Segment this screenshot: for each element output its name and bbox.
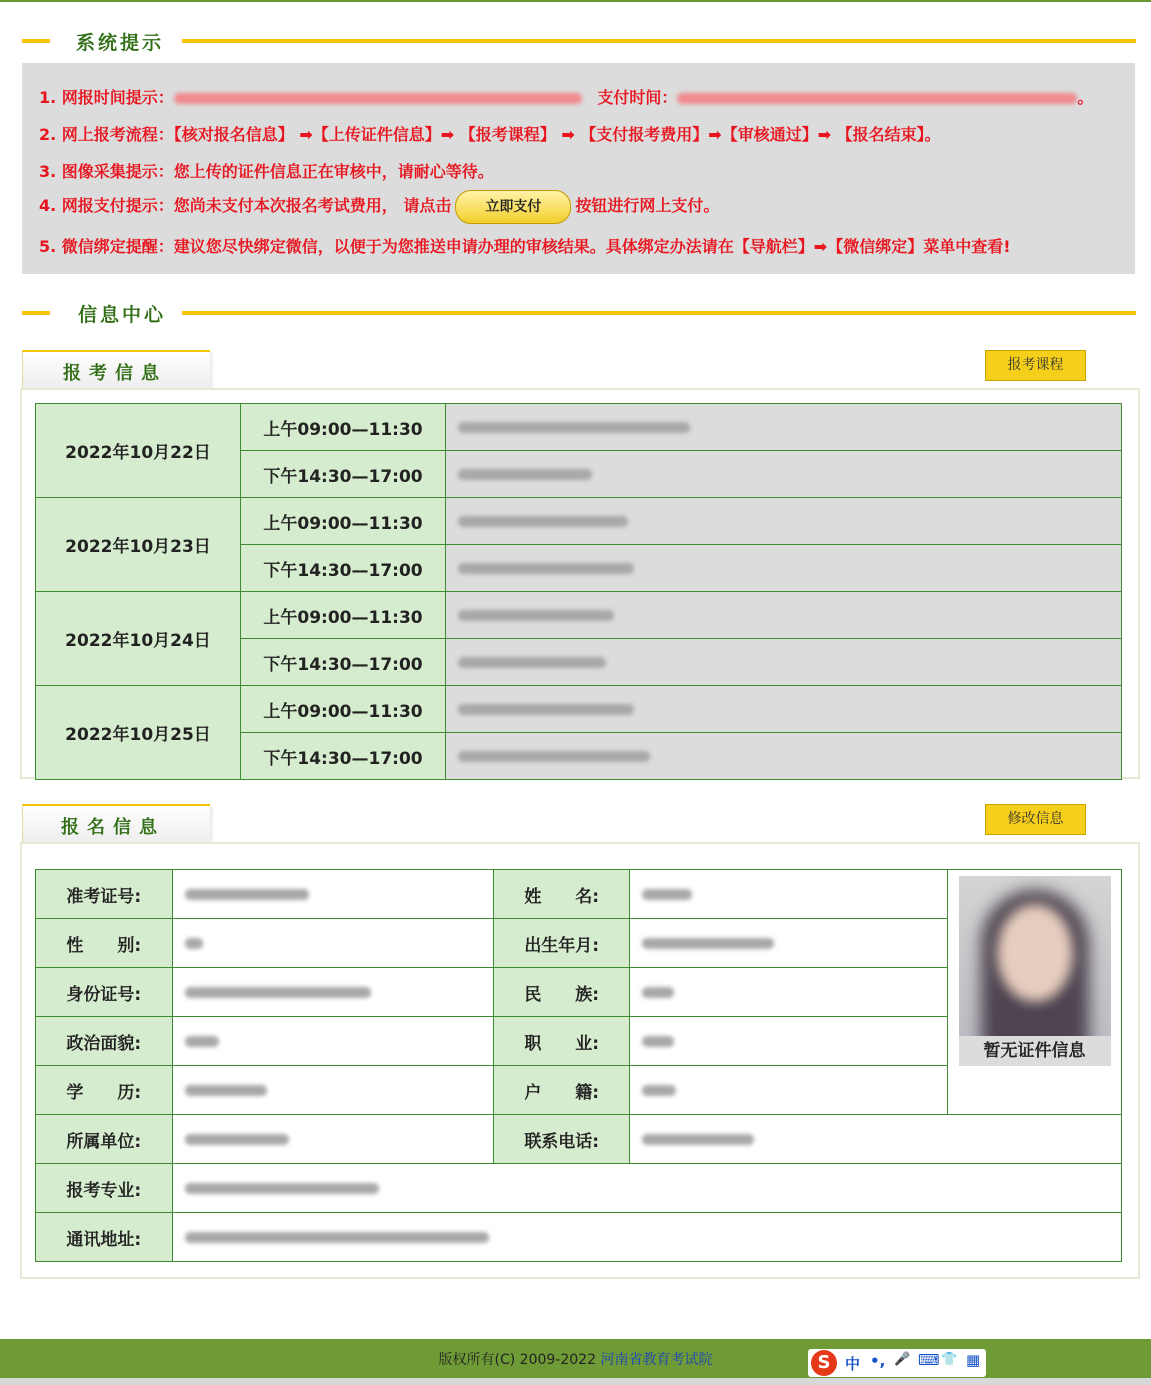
redacted-time: [174, 93, 582, 104]
info-center-header: [22, 300, 1136, 324]
reg-info-tab: 报名信息: [22, 804, 210, 842]
unit-value: [172, 1115, 493, 1164]
exam-schedule-table: [35, 403, 1122, 780]
unit-label: 所属单位:: [36, 1115, 173, 1164]
sogou-logo-icon: S: [811, 1350, 837, 1376]
exam-time: 下午14:30—17:00: [241, 639, 446, 686]
exam-time: 下午14:30—17:00: [241, 451, 446, 498]
gender-value: [172, 919, 493, 968]
table-row: [36, 686, 1122, 733]
exam-time: 上午09:00—11:30: [241, 686, 446, 733]
hukou-value: [630, 1066, 948, 1115]
pay-now-button[interactable]: 立即支付: [455, 190, 571, 224]
phone-value: [630, 1115, 1122, 1164]
header-line: [182, 39, 1136, 43]
table-row: [36, 404, 1122, 451]
org-link[interactable]: 河南省教育考试院: [600, 1352, 713, 1368]
ime-punct-icon[interactable]: •,: [870, 1352, 886, 1370]
notice-row-4: 4. 网报支付提示：您尚未支付本次报名考试费用， 请点击 立即支付 按钮进行网上支付。: [39, 189, 719, 224]
exam-course: [446, 545, 1122, 592]
exam-date: 2022年10月23日: [36, 498, 241, 592]
exam-course: [446, 686, 1122, 733]
redacted-pay-time: [677, 93, 1077, 104]
reg-info-panel: [20, 842, 1140, 1279]
political-value: [172, 1017, 493, 1066]
header-line: [182, 311, 1136, 315]
gender-label: 性 别:: [36, 919, 173, 968]
table-row: [36, 1115, 1122, 1164]
ime-lang-icon[interactable]: 中: [845, 1355, 861, 1373]
ime-toolbar[interactable]: [808, 1349, 986, 1377]
id-photo: [959, 876, 1111, 1066]
job-value: [630, 1017, 948, 1066]
toolbox-icon[interactable]: ▦: [966, 1351, 981, 1369]
top-border: [0, 0, 1151, 2]
exam-info-tab: 报考信息: [22, 350, 210, 388]
exam-time: 下午14:30—17:00: [241, 733, 446, 780]
birth-label: 出生年月:: [493, 919, 630, 968]
notice-row-5: 5. 微信绑定提醒：建议您尽快绑定微信，以便于为您推送申请办理的审核结果。具体绑定办法请在【导航栏】➡【微信绑定】菜单中查看!: [39, 237, 1011, 256]
exam-time: 下午14:30—17:00: [241, 545, 446, 592]
exam-info-panel: [20, 388, 1140, 779]
exam-date: 2022年10月24日: [36, 592, 241, 686]
political-label: 政治面貌:: [36, 1017, 173, 1066]
exam-courses-button[interactable]: 报考课程: [985, 350, 1086, 381]
major-value: [172, 1164, 1121, 1213]
exam-time: 上午09:00—11:30: [241, 592, 446, 639]
table-row: [36, 1164, 1122, 1213]
exam-time: 上午09:00—11:30: [241, 498, 446, 545]
idno-value: [172, 968, 493, 1017]
table-row: [36, 592, 1122, 639]
exam-course: [446, 733, 1122, 780]
microphone-icon[interactable]: 🎤: [894, 1352, 911, 1367]
skin-icon[interactable]: 👕: [941, 1352, 958, 1367]
ethnic-value: [630, 968, 948, 1017]
exam-course: [446, 592, 1122, 639]
education-label: 学 历:: [36, 1066, 173, 1115]
address-value: [172, 1213, 1121, 1262]
hukou-label: 户 籍:: [493, 1066, 630, 1115]
ticket-label: 准考证号:: [36, 870, 173, 919]
edit-info-button[interactable]: 修改信息: [985, 804, 1086, 835]
system-notice-box: [22, 63, 1135, 274]
notice-row-2: 2. 网上报考流程：【核对报名信息】 ➡【上传证件信息】➡ 【报考课程】 ➡ 【支付报考费用】➡【审核通过】➡ 【报名结束】。: [39, 125, 941, 144]
header-dash: [22, 311, 50, 315]
system-notice-header: [22, 28, 1136, 52]
notice-row-1: 1. 网报时间提示： 支付时间： 。: [39, 88, 1094, 107]
bottom-bar: [0, 1378, 1151, 1385]
footer-copyright: 版权所有(C) 2009-2022 河南省教育考试院: [438, 1352, 713, 1368]
name-value: [630, 870, 948, 919]
exam-date: 2022年10月22日: [36, 404, 241, 498]
exam-date: 2022年10月25日: [36, 686, 241, 780]
exam-time: 上午09:00—11:30: [241, 404, 446, 451]
name-label: 姓 名:: [493, 870, 630, 919]
info-center-title: 信息中心: [78, 304, 167, 326]
address-label: 通讯地址:: [36, 1213, 173, 1262]
system-notice-title: 系统提示: [76, 32, 165, 54]
exam-course: [446, 404, 1122, 451]
header-dash: [22, 39, 50, 43]
table-row: [36, 498, 1122, 545]
keyboard-icon[interactable]: ⌨: [918, 1351, 940, 1369]
exam-course: [446, 451, 1122, 498]
ethnic-label: 民 族:: [493, 968, 630, 1017]
notice-row-3: 3. 图像采集提示：您上传的证件信息正在审核中，请耐心等待。: [39, 162, 494, 181]
major-label: 报考专业:: [36, 1164, 173, 1213]
table-row: [36, 1213, 1122, 1262]
education-value: [172, 1066, 493, 1115]
birth-value: [630, 919, 948, 968]
photo-caption: 暂无证件信息: [959, 1036, 1111, 1066]
phone-label: 联系电话:: [493, 1115, 630, 1164]
table-row: [36, 870, 1122, 919]
reg-info-table: [35, 869, 1122, 1262]
ticket-value: [172, 870, 493, 919]
job-label: 职 业:: [493, 1017, 630, 1066]
exam-course: [446, 639, 1122, 686]
photo-cell: [948, 870, 1122, 1115]
idno-label: 身份证号:: [36, 968, 173, 1017]
exam-course: [446, 498, 1122, 545]
